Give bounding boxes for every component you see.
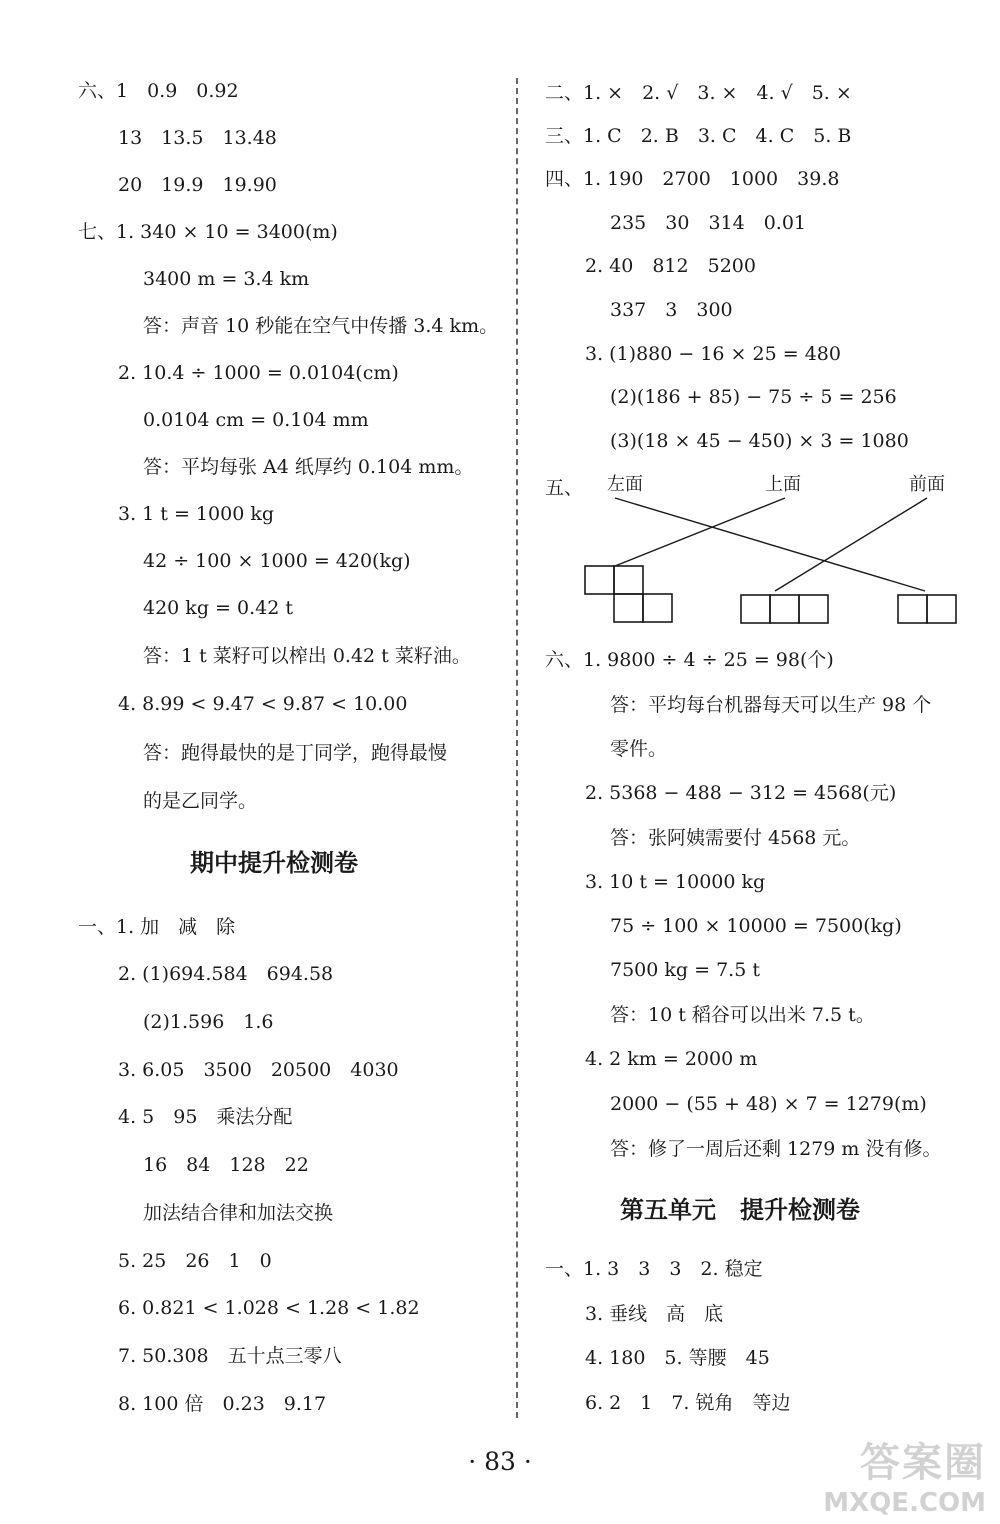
answer-line: (2)(186 + 85) − 75 ÷ 5 = 256 <box>610 386 897 408</box>
answer-line: 0.0104 cm = 0.104 mm <box>143 409 369 431</box>
answer-line: 235 30 314 0.01 <box>610 212 807 234</box>
answer-line: 2. 40 812 5200 <box>585 255 756 277</box>
view-shape-three-row <box>741 595 828 623</box>
section-heading-midterm: 期中提升检测卷 <box>190 848 358 877</box>
answer-line: 七、1. 340 × 10 = 3400(m) <box>78 221 338 243</box>
answer-line: 一、1. 加 减 除 <box>78 916 236 938</box>
answer-line: 2. 5368 − 488 − 312 = 4568(元) <box>585 782 897 804</box>
answer-line: 加法结合律和加法交换 <box>143 1202 334 1224</box>
page-number: · 83 · <box>468 1447 532 1476</box>
answer-line: 2000 − (55 + 48) × 7 = 1279(m) <box>610 1093 927 1115</box>
answer-line: 20 19.9 19.90 <box>118 174 277 196</box>
answer-line: 答：平均每台机器每天可以生产 98 个 <box>610 694 932 716</box>
view-shape-two-row <box>898 595 956 623</box>
answer-line: 答：10 t 稻谷可以出米 7.5 t。 <box>610 1004 875 1026</box>
answer-line: 3400 m = 3.4 km <box>143 268 310 290</box>
answer-line: 答：平均每张 A4 纸厚约 0.104 mm。 <box>143 456 474 478</box>
answer-line: 3. (1)880 − 16 × 25 = 480 <box>585 343 841 365</box>
answer-line: (3)(18 × 45 − 450) × 3 = 1080 <box>610 430 909 452</box>
answer-line: 4. 180 5. 等腰 45 <box>585 1347 770 1369</box>
answer-line: 420 kg = 0.42 t <box>143 597 293 619</box>
view-matching-diagram <box>575 468 975 633</box>
answer-line: 5. 25 26 1 0 <box>118 1250 272 1272</box>
section-heading-unit5: 第五单元 提升检测卷 <box>620 1195 860 1224</box>
answer-line: 3. 10 t = 10000 kg <box>585 871 766 893</box>
answer-line: 二、1. × 2. √ 3. × 4. √ 5. × <box>545 82 852 104</box>
answer-line: 6. 0.821 < 1.028 < 1.28 < 1.82 <box>118 1297 420 1319</box>
answer-line: 75 ÷ 100 × 10000 = 7500(kg) <box>610 915 902 937</box>
connector-line <box>615 498 925 591</box>
answer-line: 6. 2 1 7. 锐角 等边 <box>585 1392 791 1414</box>
answer-line: 三、1. C 2. B 3. C 4. C 5. B <box>545 125 852 147</box>
label-left-view: 左面 <box>607 474 643 495</box>
answer-line: 7500 kg = 7.5 t <box>610 959 760 981</box>
answer-line: 六、1. 9800 ÷ 4 ÷ 25 = 98(个) <box>545 649 834 671</box>
watermark-title: 答案圈 <box>860 1440 986 1486</box>
answer-line: 42 ÷ 100 × 1000 = 420(kg) <box>143 550 411 572</box>
answer-line: 3. 1 t = 1000 kg <box>118 503 274 525</box>
answer-line: (2)1.596 1.6 <box>143 1011 274 1033</box>
answer-line: 3. 垂线 高 底 <box>585 1303 724 1325</box>
answer-line: 4. 2 km = 2000 m <box>585 1048 758 1070</box>
answer-line: 7. 50.308 五十点三零八 <box>118 1345 342 1367</box>
answer-line: 答：跑得最快的是丁同学，跑得最慢 <box>143 742 448 764</box>
connector-line <box>615 498 785 566</box>
label-top-view: 上面 <box>765 474 801 495</box>
answer-line: 答：声音 10 秒能在空气中传播 3.4 km。 <box>143 315 499 337</box>
answer-line: 五、 <box>545 477 584 499</box>
answer-line: 8. 100 倍 0.23 9.17 <box>118 1393 327 1415</box>
view-shape-l <box>585 566 672 622</box>
column-divider <box>516 78 518 1418</box>
answer-line: 六、1 0.9 0.92 <box>78 80 239 102</box>
label-front-view: 前面 <box>909 474 945 495</box>
answer-line: 4. 5 95 乘法分配 <box>118 1106 293 1128</box>
answer-line: 337 3 300 <box>610 299 733 321</box>
answer-line: 答：1 t 菜籽可以榨出 0.42 t 菜籽油。 <box>143 645 471 667</box>
answer-line: 2. 10.4 ÷ 1000 = 0.0104(cm) <box>118 362 399 384</box>
answer-line: 一、1. 3 3 3 2. 稳定 <box>545 1258 763 1280</box>
connector-line <box>775 498 927 591</box>
watermark-logo <box>823 1431 986 1518</box>
answer-line: 答：张阿姨需要付 4568 元。 <box>610 827 861 849</box>
answer-line: 16 84 128 22 <box>143 1154 309 1176</box>
watermark-url: MXQE.COM <box>823 1488 986 1518</box>
answer-line: 答：修了一周后还剩 1279 m 没有修。 <box>610 1138 942 1160</box>
answer-line: 2. (1)694.584 694.58 <box>118 963 334 985</box>
answer-line: 4. 8.99 < 9.47 < 9.87 < 10.00 <box>118 693 408 715</box>
answer-line: 13 13.5 13.48 <box>118 127 277 149</box>
answer-line: 四、1. 190 2700 1000 39.8 <box>545 168 840 190</box>
answer-line: 3. 6.05 3500 20500 4030 <box>118 1059 399 1081</box>
answer-line: 的是乙同学。 <box>143 790 258 812</box>
answer-line: 零件。 <box>610 738 668 760</box>
